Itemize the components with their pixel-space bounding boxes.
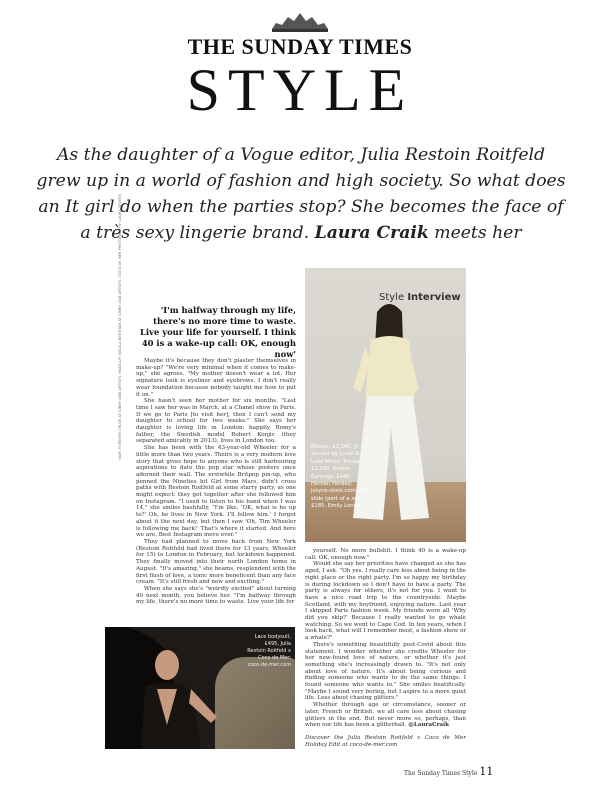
masthead-title: THE SUNDAY TIMES [187, 34, 413, 59]
lingerie-photo [105, 627, 295, 749]
tag-word: Interview [407, 292, 461, 303]
page-folio [404, 765, 493, 778]
paragraph: There's something beautifully post-Covid about this statement. I wonder whether she credits Wheeler for her new-found love of nature, or whether it's just something she's increasingly drawn to. "It's not only about love of nature. It's about being curious and finding someone who wants to do the same things. I found someone who wants to." She smiles beatifically. "Maybe I sound very boring, but I aspire to a more quiet life. Less about chasing glitters." [305, 641, 466, 702]
folio-label: The Sunday Times Style [404, 770, 478, 777]
tag-prefix: Style [379, 292, 405, 303]
royal-crest-icon [268, 11, 332, 33]
standfirst-tail: meets her [434, 223, 522, 243]
page-number: 11 [479, 765, 494, 778]
paragraph: They had planned to move back from New York (Restoin Roitfeld had lived there for 13 years, Wheeler for 15) to London in February, but lockdown happened. They finally moved into their north London home in August. "It's amazing," she beams, resplendent with the first flush of love, a tonic more beneficent than any face cream. "It's still fresh and new and exciting." [136, 538, 296, 586]
body-column-2 [305, 548, 466, 748]
pull-quote: 'I'm halfway through my life, there's no more time to waste. Live your life for yourself. I think 40 is a wake-up call: OK, enough now' [140, 305, 296, 359]
body-column-1 [136, 358, 296, 606]
photo-credits: Blouse, £1,040, Jil Sander by Lucie & Luke Meier. Trousers, £1,290, Erdem. Earrings, £440, Hernán Herdez; jeryco-store.com. Hair slide (part of a set), £185, Emily London [311, 444, 370, 510]
paragraph: Maybe it's because they don't plaster themselves in make-up? "We're very minimal when it comes to make-up," she agrees. "My mother doesn't wear a lot. Her signature look is eyeliner and eyebrows. I don't really wear foundation because nobody taught me how to put it on." [136, 358, 296, 398]
vertical-credit: HAIR: FOREVER CHLOÉ AT GINNY AND ARTISTS. MAKE-UP: NICOLA BEETHAM AT GINNY AND ARTISTS. COCO DE MER PHOTOGRAPHY: LAURA SEVERS [118, 193, 122, 460]
paragraph [305, 702, 466, 729]
paragraph-text: Whether through age or circumstance, sooner or later, French or British, we all care less about chasing glitters in the end. But never more so, perhaps, than when our life has been a glitterball. [305, 702, 466, 729]
standfirst-author: Laura Craik [314, 223, 429, 243]
standfirst [34, 142, 568, 246]
section-tag [379, 292, 461, 303]
photo-caption: Lace bodysuit, £495, Julia Restoin Roitfeld x Coco de Mer; coco-de-mer.com [247, 634, 291, 668]
author-handle: @LauraCraik [408, 722, 450, 729]
standfirst-text: As the daughter of a Vogue editor, Julia Restoin Roitfeld grew up in a world of fashion and high society. So what does an It girl do when the parties stop? She becomes the face of a très sexy lingerie brand. [36, 145, 566, 243]
closing-note: Discover the Julia Restoin Roitfeld x Coco de Mer Holiday Edit at coco-de-mer.com [305, 734, 466, 748]
paragraph: She hasn't seen her mother for six months. "Last time I saw her was in March, at a Chanel show in Paris. If we go to Paris [to visit her], then I can't send my daughter to school for two weeks." She says her daughter is loving life in London: happily, Romy's father, the Swedish model Robert Konjic (they separated amicably in 2013), lives in London too. [136, 398, 296, 445]
paragraph: She has been with the 43-year-old Wheeler for a little more than two years. Theirs is a very modern love story that gives hope to anyone who is still harbouring aspirations to date the pop star whose posters once adorned their wall. The erstwhile Britpop pin-up, who penned the Nineties hit Girl from Mars, didn't cross paths with Restoin Roitfeld at some starry party, as one might expect: they got together after she followed him on Instagram. "I used to listen to his band when I was 14," she smiles bashfully. "I'm like, 'OK, what is he up to?' Oh, he lives in New York. I'll follow him.' I forgot about it the next day, but then I saw 'Oh, Tim Wheeler is following me back!' That's where it started. And here we are. Best Instagram move ever." [136, 445, 296, 539]
paragraph: Would she say her priorities have changed as she has aged, I ask. "Oh yes. I really care less about being in the right place or the right party. I'm so happy my birthday is during lockdown so I don't have to have a party. The party is always for others, it's not for you. I want to have a nice road trip to the countryside. Maybe Scotland, with my boyfriend, enjoying nature. Last year I skipped Paris fashion week. My friends were all 'Why did you skip?' Because I really wanted to go whale watching. So we went to Cape Cod. In ten years, when I look back, what will I remember most, a fashion show or a whale?" [305, 561, 466, 642]
section-title: STYLE [186, 57, 414, 123]
paragraph: yourself. No more bullshit. I think 40 is a wake-up call: OK, enough now." [305, 548, 466, 561]
main-photo [305, 268, 466, 542]
paragraph: When she says she's "weirdly excited" about turning 40 next month, you believe her. "I'm halfway through my life, there's no more time to waste. Live your life for [136, 585, 296, 606]
